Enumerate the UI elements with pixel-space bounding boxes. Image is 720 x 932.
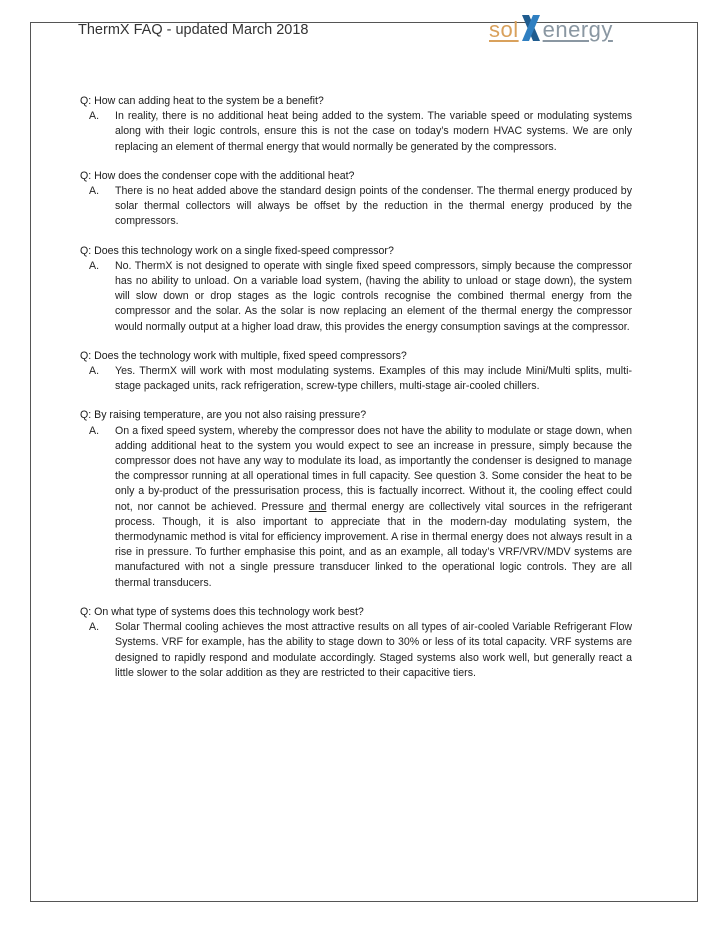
faq-item-1 xyxy=(80,94,632,155)
faq-answer xyxy=(80,184,632,230)
faq-answer xyxy=(80,620,632,681)
faq-answer xyxy=(80,259,632,335)
faq-question: Q: Does the technology work with multiple, fixed speed compressors? xyxy=(80,349,407,362)
faq-item-4 xyxy=(80,349,632,395)
answer-label: A. xyxy=(89,365,100,378)
answer-underlined-word: and xyxy=(308,500,327,513)
faq-question: Q: On what type of systems does this technology work best? xyxy=(80,605,364,618)
answer-label: A. xyxy=(89,110,100,123)
answer-label: A. xyxy=(89,621,100,634)
faq-question: Q: By raising temperature, are you not also raising pressure? xyxy=(80,409,367,422)
logo-energy-text: energy xyxy=(542,17,613,42)
faq-question: Q: How does the condenser cope with the additional heat? xyxy=(80,169,355,182)
answer-text: No. ThermX is not designed to operate with single fixed speed compressors, simply because the compressor has no ability to unload. On a variable load system, (having the ability to unload or stage down), the system will slow down or drop stages as the logic controls recognise the combined thermal energy from the compressor and the solar. As the solar is now replacing an element of the thermal energy the compressor would normally output at a higher load draw, this provides the energy consumption savings at the compressor. xyxy=(115,259,632,333)
faq-question: Q: How can adding heat to the system be a benefit? xyxy=(80,95,324,107)
answer-text: Yes. ThermX will work with most modulating systems. Examples of this may include Mini/Multi splits, multi-stage packaged units, rack refrigeration, screw-type chillers, multi-stage air-cooled chillers. xyxy=(115,365,632,393)
logo-sol-text: sol xyxy=(489,17,519,42)
faq-item-6 xyxy=(80,605,632,681)
faq-answer xyxy=(80,424,632,591)
answer-label: A. xyxy=(89,185,100,198)
answer-text-part: thermal energy are collectively vital sources in the refrigerant process. Though, it is also important to appreciate that in the modern-day modulating system, the thermodynamic method is vital for efficiency improvement. A rise in thermal energy does not always result in a rise in pressure. To further emphasise this point, and as an example, all today’s VRF/VRV/MDV systems are manufactured with not a single pressure transducer linked to the operational logic controls. They are all thermal transducers. xyxy=(115,500,632,589)
faq-item-5 xyxy=(80,408,632,590)
answer-label: A. xyxy=(89,424,100,437)
answer-text: In reality, there is no additional heat being added to the system. The variable speed or modulating systems along with their logic controls, ensure this is not the case on today’s modern HVAC systems. We are only replacing an element of thermal energy that would normally be generated by the compressors. xyxy=(115,110,632,153)
answer-text: There is no heat added above the standard design points of the condenser. The thermal energy produced by solar thermal collectors will always be offset by the reduction in the thermal energy produced by the compressors. xyxy=(115,185,632,228)
document-header-title: ThermX FAQ - updated March 2018 xyxy=(78,22,309,38)
faq-content xyxy=(80,94,632,695)
faq-question: Q: Does this technology work on a single fixed-speed compressor? xyxy=(80,244,394,257)
answer-text-part: On a fixed speed system, whereby the compressor does not have the ability to modulate or stage down, when adding additional heat to the system you would expect to see an increase in pressure, simply because the compressor does not have any way to modulate its load, as importantly the condenser is designed to manage the compressor running at all operational times in full capacity. See question 3. Some consider the heat to be only a by-product of the pressurisation process, this is factually incorrect. Without it, the cooling effect could not, nor cannot be achieved. Pressure xyxy=(115,424,632,513)
logo-x-mark-icon xyxy=(520,13,542,43)
answer-text: Solar Thermal cooling achieves the most attractive results on all types of air-cooled Variable Refrigerant Flow Systems. VRF for example, has the ability to stage down to 30% or less of its total capacity. VRF systems are designed to rapidly respond and modulate accordingly. Staged systems also work well, but generally react a little slower to the solar addition as they are restricted to their capacitive tiers. xyxy=(115,621,632,679)
answer-text xyxy=(115,424,632,591)
faq-answer xyxy=(80,364,632,394)
faq-answer xyxy=(80,109,632,155)
answer-label: A. xyxy=(89,259,100,272)
faq-item-3 xyxy=(80,244,632,335)
solxenergy-logo xyxy=(489,13,613,43)
faq-item-2 xyxy=(80,169,632,230)
